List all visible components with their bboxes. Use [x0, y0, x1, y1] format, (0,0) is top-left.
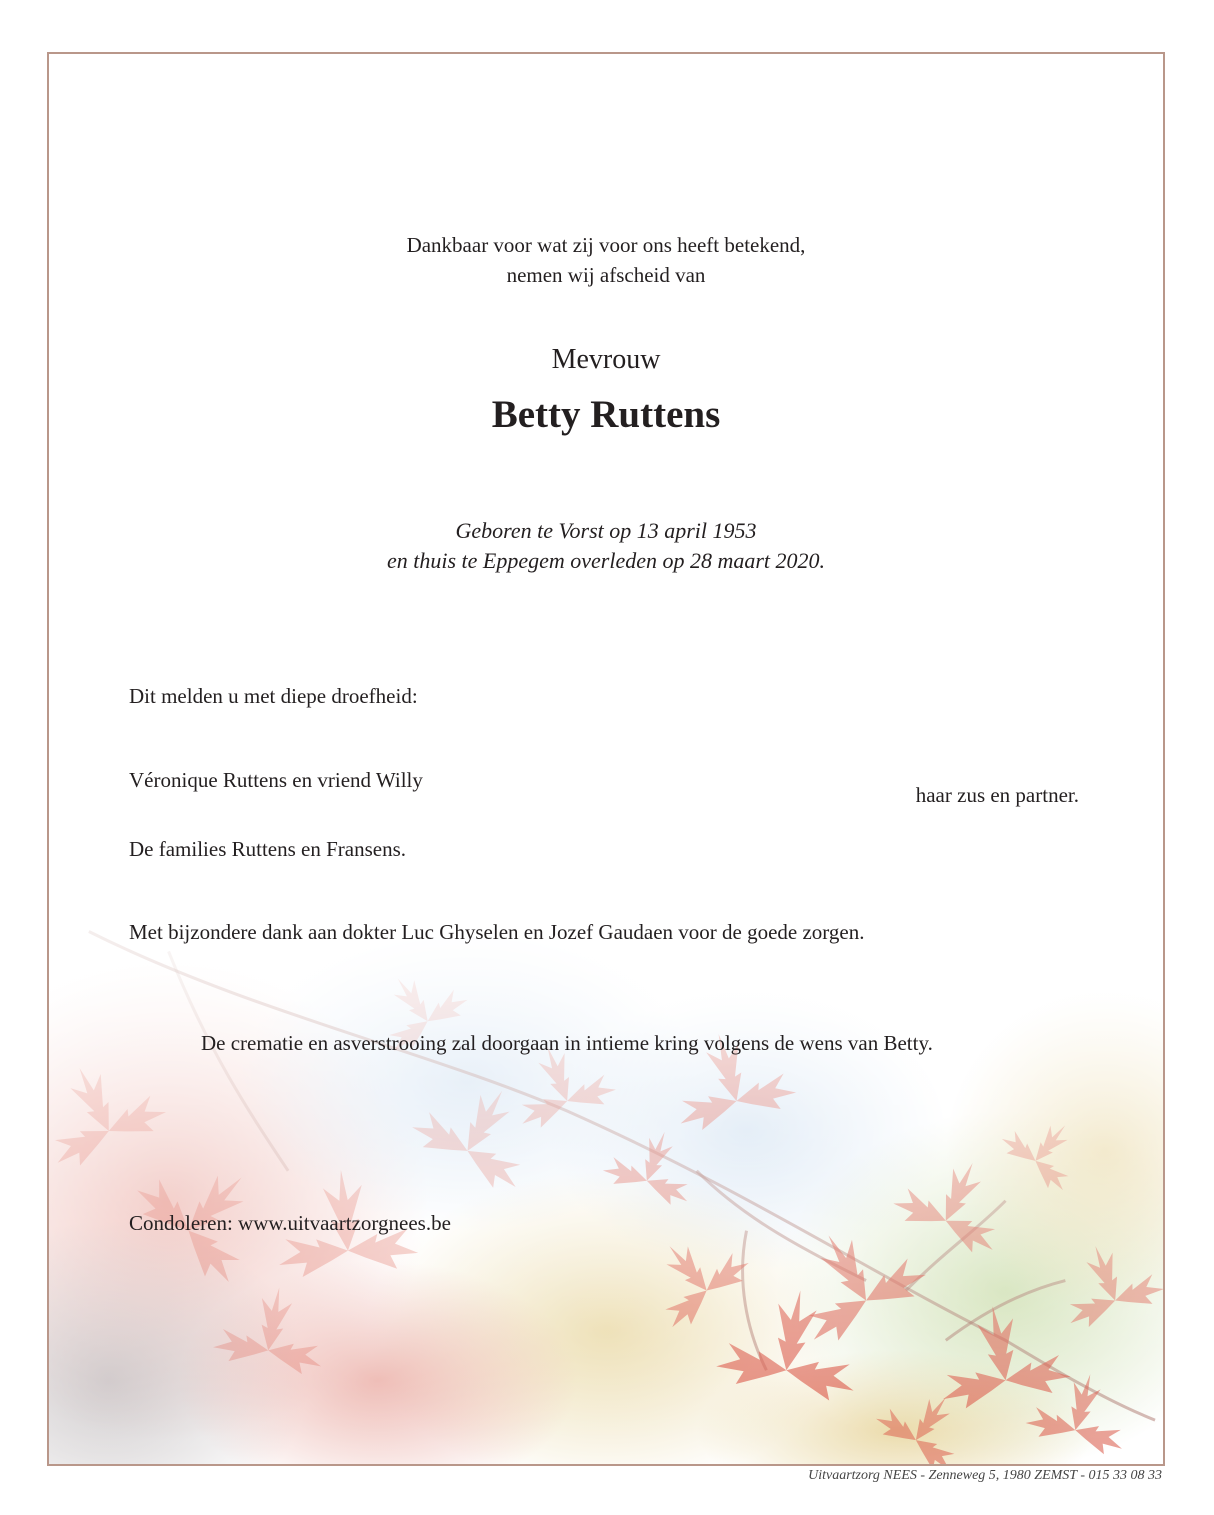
intro-line-2: nemen wij afscheid van — [506, 263, 706, 287]
funeral-home-footer: Uitvaartzorg NEES - Zenneweg 5, 1980 ZEMST - 015 33 08 33 — [808, 1468, 1162, 1483]
announcement: Dit melden u met diepe droefheid: — [129, 684, 418, 708]
mourner-name: De families Ruttens en Fransens. — [129, 837, 407, 861]
deceased-name: Betty Ruttens — [491, 393, 721, 436]
cremation-text: De crematie en asverstrooing zal doorgaan in intieme kring volgens de wens van Betty. — [201, 1031, 933, 1055]
birth-line: Geboren te Vorst op 13 april 1953 — [455, 518, 757, 543]
death-line: en thuis te Eppegem overleden op 28 maart 2020. — [386, 548, 826, 573]
intro-text — [49, 230, 1163, 290]
mourner-relation: haar zus en partner. — [915, 783, 1079, 807]
deceased-title: Mevrouw — [551, 344, 661, 375]
thanks-text: Met bijzondere dank aan dokter Luc Ghyselen en Jozef Gaudaen voor de goede zorgen. — [129, 920, 865, 944]
intro-line-1: Dankbaar voor wat zij voor ons heeft betekend, — [406, 233, 806, 257]
mourner-name: Véronique Ruttens en vriend Willy — [129, 768, 423, 792]
condolences-text: Condoleren: www.uitvaartzorgnees.be — [129, 1211, 451, 1235]
memorial-card — [47, 52, 1165, 1466]
life-dates — [49, 516, 1163, 576]
